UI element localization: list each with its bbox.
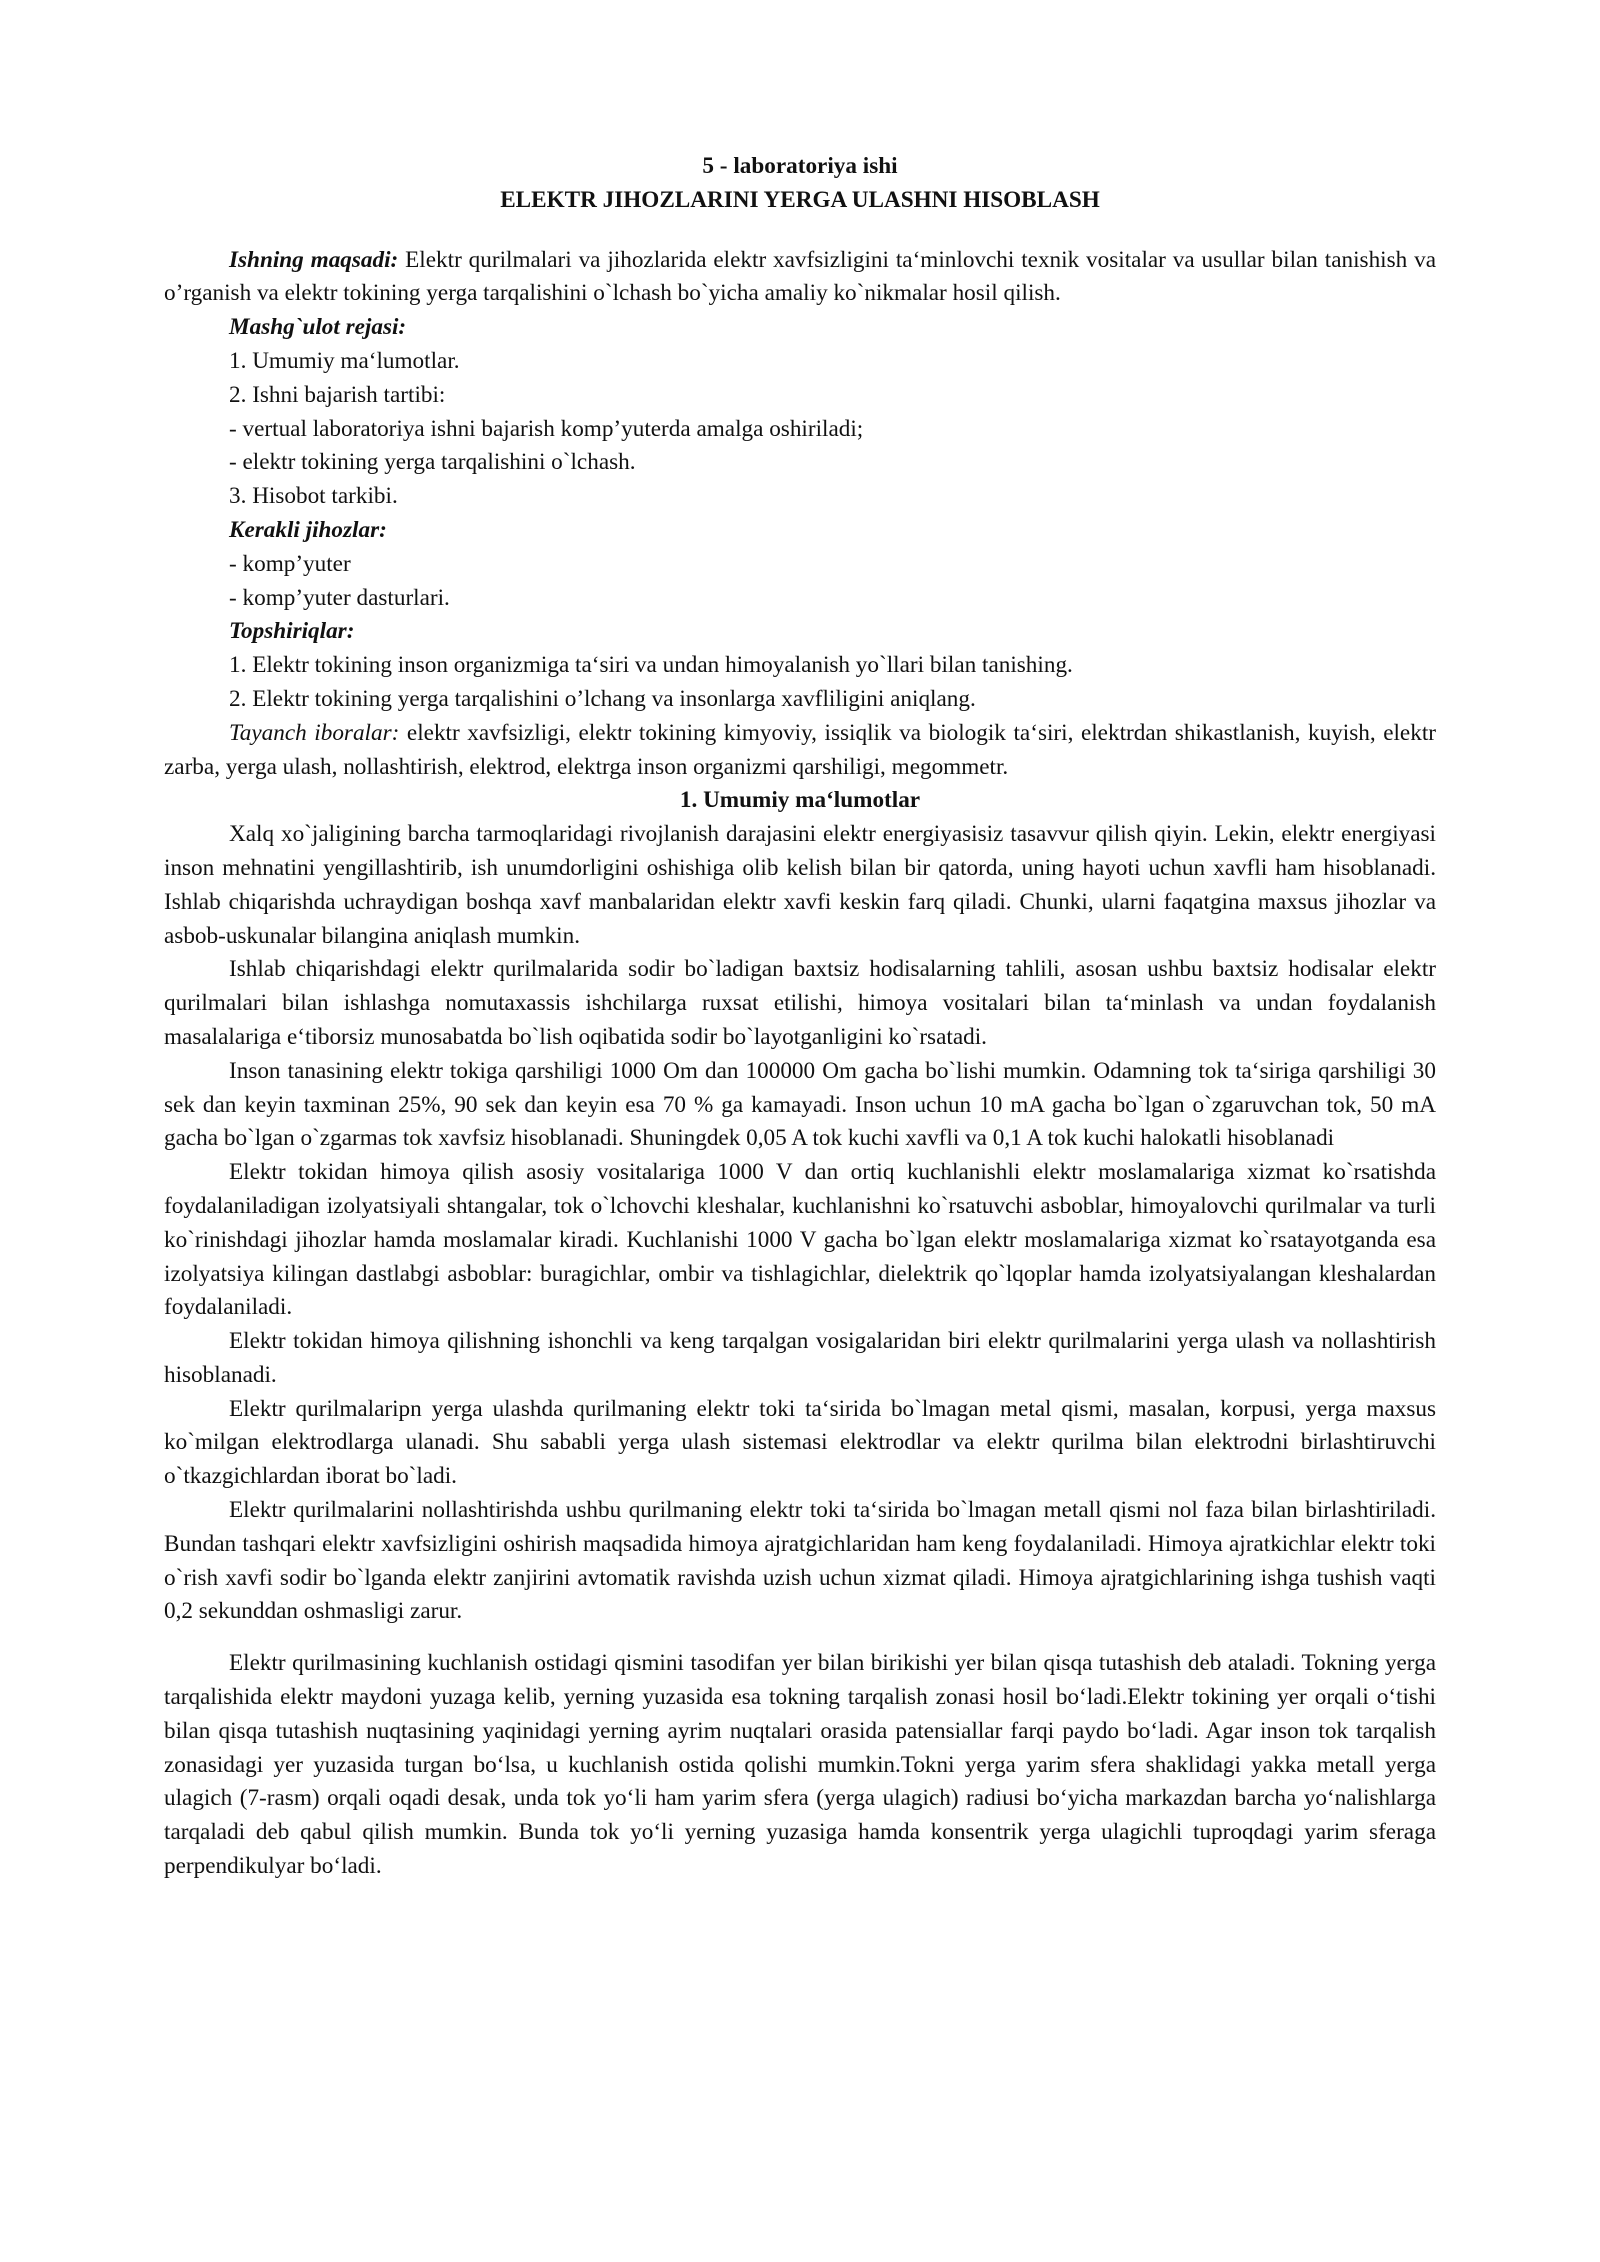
body-paragraph: Elektr tokidan himoya qilish asosiy vositalariga 1000 V dan ortiq kuchlanishli elektr moslamalariga xizmat ko`rsatishda foydalaniladigan izolyatsiyali shtangalar, tok o`lchovchi kleshalar, kuchlanishni ko`rsatuvchi asboblar, himoyalovchi qurilmalar va turli ko`rinishdagi jihozlar hamda moslamalar kiradi. Kuchlanishi 1000 V gacha bo`lgan elektr moslamalariga xizmat ko`rsatayotganda esa izolyatsiya kilingan dastlabgi asboblar: buragichlar, ombir va tishlagichlar, dielektrik qo`lqoplar hamda izolyatsiyalangan kleshalardan foydalaniladi. [164, 1159, 1436, 1321]
plan-item: - elektr tokining yerga tarqalishini o`lchash. [229, 449, 636, 476]
body-paragraph: Xalq xo`jaligining barcha tarmoqlaridagi rivojlanish darajasini elektr energiyasisiz tasavvur qilish qiyin. Lekin, elektr energiyasi inson mehnatini yengillashtirib, ish unumdorligini oshishiga olib kelish bilan bir qatorda, uning hayoti uchun xavfli ham hisoblanadi. Ishlab chiqarishda uchraydigan boshqa xavf manbalaridan elektr xavfi keskin farq qiladi. Chunki, ularni faqatgina maxsus jihozlar va asbob-uskunalar bilangina aniqlash mumkin. [164, 821, 1436, 949]
plan-heading: Mashg`ulot rejasi: [229, 314, 407, 341]
tasks-heading: Topshiriqlar: [229, 618, 355, 645]
lab-main-title: ELEKTR JIHOZLARINI YERGA ULASHNI HISOBLASH [500, 186, 1100, 213]
body-paragraph: Elektr qurilmalaripn yerga ulashda qurilmaning elektr toki ta‘sirida bo`lmagan metal qismi, masalan, korpusi, yerga maxsus ko`milgan elektrodlarga ulanadi. Shu sababli yerga ulash sistemasi elektrodlar va elektr qurilma bilan elektrodni birlashtiruvchi o`tkazgichlardan iborat bo`ladi. [164, 1395, 1436, 1490]
aim-text: Elektr qurilmalari va jihozlarida elektr xavfsizligini ta‘minlovchi texnik vositalar va usullar bilan tanishish va o’rganish va elektr tokining yerga tarqalishini o`lchash bo`yicha amaliy ko`nikmalar hosil qilish. [164, 246, 1436, 307]
plan-item: - vertual laboratoriya ishni bajarish komp’yuterda amalga oshiriladi; [229, 415, 864, 442]
body-paragraph: Elektr qurilmasining kuchlanish ostidagi qismini tasodifan yer bilan birikishi yer bilan qisqa tutashish deb ataladi. Tokning yerga tarqalishida elektr maydoni yuzaga kelib, yerning yuzasida esa tokning tarqalish zonasi hosil bo‘ladi.Elektr tokining yer orqali o‘tishi bilan qisqa tutashish nuqtasining yaqinidagi yerning ayrim nuqtalari orasida patensiallar farqi paydo bo‘ladi. Agar inson tok tarqalish zonasidagi yer yuzasida turgan bo‘lsa, u kuchlanish ostida qolishi mumkin.Tokni yerga yarim sfera shaklidagi yakka metall yerga ulagich (7-rasm) orqali oqadi desak, unda tok yo‘li ham yarim sfera (yerga ulagich) radiusi bo‘yicha markazdan barcha yo‘nalishlarga tarqaladi deb qabul qilish mumkin. Bunda tok yo‘li yerning yuzasiga hamda konsentrik yerga ulagichli tuproqdagi yarim sferaga perpendikulyar bo‘ladi. [164, 1650, 1436, 1880]
equipment-heading: Kerakli jihozlar: [229, 516, 387, 543]
aim-paragraph [164, 244, 1436, 312]
task-item: 2. Elektr tokining yerga tarqalishini o’lchang va insonlarga xavfliligini aniqlang. [229, 685, 976, 712]
aim-label: Ishning maqsadi: [229, 246, 399, 273]
body-paragraph: Elektr qurilmalarini nollashtirishda ushbu qurilmaning elektr toki ta‘sirida bo`lmagan metall qismi nol faza bilan birlashtiriladi. Bundan tashqari elektr xavfsizligini oshirish maqsadida himoya ajratgichlaridan ham keng foydalaniladi. Himoya ajratkichlar elektr toki o`rish xavfi sodir bo`lganda elektr zanjirini avtomatik ravishda uzish uchun xizmat qiladi. Himoya ajratgichlarining ishga tushish vaqti 0,2 sekunddan oshmasligi zarur. [164, 1497, 1436, 1625]
keywords-text: elektr xavfsizligi, elektr tokining kimyoviy, issiqlik va biologik ta‘siri, elektrdan shikastlanish, kuyish, elektr zarba, yerga ulash, nollashtirish, elektrod, elektrga inson organizmi qarshiligi, megommetr. [164, 719, 1436, 780]
plan-item: 3. Hisobot tarkibi. [229, 483, 398, 510]
equipment-item: - komp’yuter dasturlari. [229, 584, 450, 611]
body-paragraph: Ishlab chiqarishdagi elektr qurilmalarida sodir bo`ladigan baxtsiz hodisalarning tahlili, asosan ushbu baxtsiz hodisalar elektr qurilmalari bilan ishlashga nomutaxassis ishchilarga ruxsat etilishi, himoya vositalari bilan ta‘minlash va undan foydalanish masalalariga e‘tiborsiz munosabatda bo`lish oqibatida sodir bo`layotganligini ko`rsatadi. [164, 956, 1436, 1050]
lab-number-title: 5 - laboratoriya ishi [702, 153, 898, 179]
plan-item: 1. Umumiy ma‘lumotlar. [229, 347, 460, 374]
equipment-item: - komp’yuter [229, 550, 351, 577]
task-item: 1. Elektr tokining inson organizmiga ta‘siri va undan himoyalanish yo`llari bilan tanishing. [229, 652, 1073, 679]
keywords-paragraph [164, 717, 1436, 785]
section-heading: 1. Umumiy ma‘lumotlar [679, 787, 921, 814]
keywords-label: Tayanch iboralar: [229, 719, 400, 746]
plan-item: 2. Ishni bajarish tartibi: [229, 381, 446, 408]
body-paragraph: Inson tanasining elektr tokiga qarshiligi 1000 Om dan 100000 Om gacha bo`lishi mumkin. Odamning tok ta‘siriga qarshiligi 30 sek dan keyin taxminan 25%, 90 sek dan keyin esa 70 % ga kamayadi. Inson uchun 10 mA gacha bo`lgan o`zgaruvchan tok, 50 mA gacha bo`lgan o`zgarmas tok xavfsiz hisoblanadi. Shuningdek 0,05 A tok kuchi xavfli va 0,1 A tok kuchi halokatli hisoblanadi [164, 1057, 1436, 1152]
body-paragraph: Elektr tokidan himoya qilishning ishonchli va keng tarqalgan vosigalaridan biri elektr qurilmalarini yerga ulash va nollashtirish hisoblanadi. [164, 1328, 1436, 1388]
